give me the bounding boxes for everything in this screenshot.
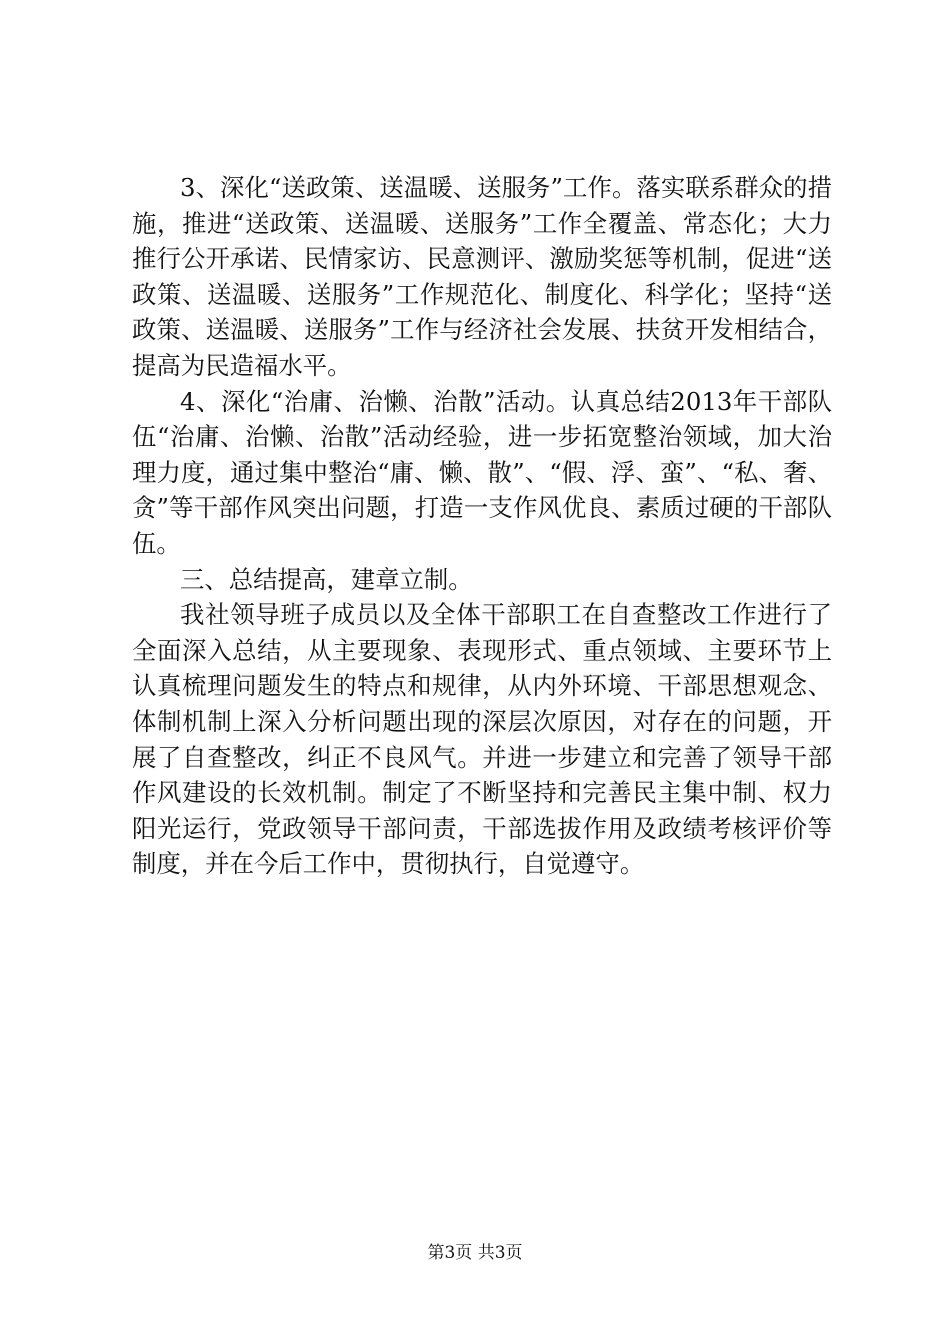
page-number-footer: 第3页 共3页: [427, 1243, 523, 1263]
paragraph-summary: 我社领导班子成员以及全体干部职工在自查整改工作进行了全面深入总结，从主要现象、表现形式、重点领域、主要环节上认真梳理问题发生的特点和规律，从内外环境、干部思想观念、体制机制上深入分析问题出现的深层次原因，对存在的问题，开展了自查整改，纠正不良风气。并进一步建立和完善了领导干部作风建设的长效机制。制定了不断坚持和完善民主集中制、权力阳光运行，党政领导干部问责，干部选拔作用及政绩考核评价等制度，并在今后工作中，贯彻执行，自觉遵守。: [132, 600, 832, 879]
paragraph-item-3: 3、深化“送政策、送温暖、送服务”工作。落实联系群众的措施，推进“送政策、送温暖、送服务”工作全覆盖、常态化；大力推行公开承诺、民情家访、民意测评、激励奖惩等机制，促进“送政策、送温暖、送服务”工作规范化、制度化、科学化；坚持“送政策、送温暖、送服务”工作与经济社会发展、扶贫开发相结合，提高为民造福水平。: [132, 173, 832, 380]
document-body: [132, 170, 832, 882]
section-heading: 三、总结提高，建章立制。: [180, 564, 473, 594]
paragraph-item-4: 4、深化“治庸、治懒、治散”活动。认真总结2013年干部队伍“治庸、治懒、治散”活动经验，进一步拓宽整治领域，加大治理力度，通过集中整治“庸、懒、散”、“假、浮、蛮”、“私、奢、贪”等干部作风突出问题，打造一支作风优良、素质过硬的干部队伍。: [132, 386, 832, 558]
